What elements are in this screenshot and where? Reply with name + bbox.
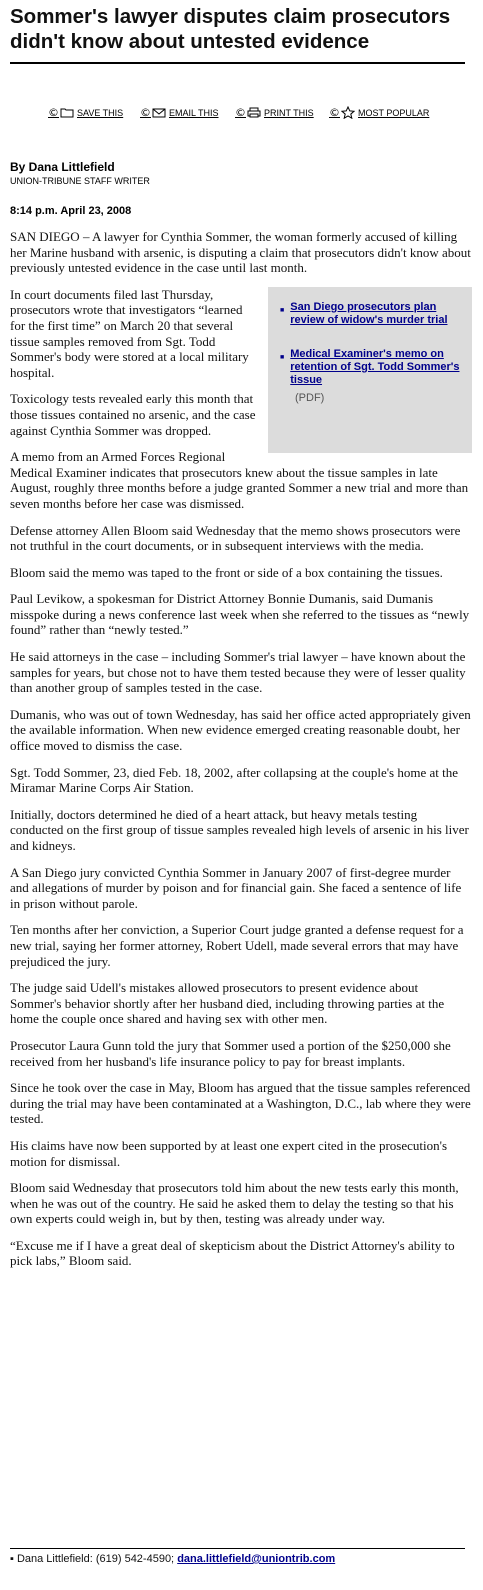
print-this-link[interactable] [235, 106, 314, 119]
paragraph: Initially, doctors determined he died of a heart attack, but heavy metals testing conducted on the first group of tissue samples revealed high levels of arsenic in his liver and kidneys. [10, 806, 469, 853]
headline-rule [10, 62, 465, 64]
paragraph: Sgt. Todd Sommer, 23, died Feb. 18, 2002, after collapsing at the couple's home at the Miramar Marine Corps Air Station. [10, 764, 459, 796]
paragraph: In court documents filed last Thursday, prosecutors wrote that investigators “learned for the first time” on March 20 that several tissue samples removed from Sgt. Todd Sommer's body were stored at a local military hospital. [10, 286, 249, 380]
paragraph: Ten months after her conviction, a Superior Court judge granted a defense request for a new trial, saying her former attorney, Robert Udell, made several errors that may have prejudiced the jury. [10, 922, 464, 969]
most-popular-link[interactable] [329, 106, 429, 119]
email-this-link[interactable] [140, 106, 219, 119]
c-icon: © [329, 106, 340, 119]
paragraph: Prosecutor Laura Gunn told the jury that Sommer used a portion of the $250,000 she received from her husband's life insurance policy to pay for breast implants. [10, 1037, 451, 1069]
most-popular-label: MOST POPULAR [358, 107, 430, 118]
paragraph: Paul Levikow, a spokesman for District Attorney Bonnie Dumanis, said Dumanis misspoke during a news conference last week when she referred to the tissues as “newly found” rather than “newly tested.” [10, 591, 470, 638]
paragraph: Dumanis, who was out of town Wednesday, has said her office acted appropriately given the available information. When new evidence emerged creating reasonable doubt, her office moved to dismiss the case. [10, 706, 471, 754]
related-item [280, 301, 472, 327]
paragraph: A San Diego jury convicted Cynthia Sommer in January 2007 of first-degree murder and allegations of murder by poison and for financial gain. She faced a sentence of life in prison without parole. [10, 864, 462, 911]
related-link-review[interactable]: San Diego prosecutors plan review of widow's murder trial [290, 300, 448, 326]
contact-rule [10, 1548, 465, 1549]
printer-icon [247, 107, 261, 118]
article-tools [48, 106, 448, 122]
paragraph: Bloom said Wednesday that prosecutors told him about the new tests early this month, when he was out of the country. He said he asked them to delay the testing so that his own experts could weigh in, but by then, testing was already under way. [10, 1180, 459, 1227]
c-icon: © [48, 106, 59, 119]
paragraph: Since he took over the case in May, Bloom has argued that the tissue samples referenced during the trial may have been contaminated at a Washington, D.C., lab where they were tested. [10, 1080, 471, 1127]
paragraph: Defense attorney Allen Bloom said Wednesday that the memo shows prosecutors were not truthful in the court documents, or in subsequent interviews with the media. [10, 522, 461, 554]
timestamp: 8:14 p.m. April 23, 2008 [10, 205, 132, 217]
save-this-label: SAVE THIS [77, 107, 124, 118]
related-item [280, 348, 472, 407]
paragraph: Bloom said the memo was taped to the front or side of a box containing the tissues. [10, 564, 443, 580]
print-this-label: PRINT THIS [264, 107, 314, 118]
author-email-link[interactable]: dana.littlefield@uniontrib.com [177, 1553, 336, 1565]
star-icon [341, 106, 355, 119]
bullet-icon: ■ [280, 306, 285, 314]
paragraph: “Excuse me if I have a great deal of skepticism about the District Attorney's ability to pick labs,” Bloom said. [10, 1237, 455, 1269]
byline [10, 160, 150, 186]
paragraph: His claims have now been supported by at least one expert cited in the prosecution's motion for dismissal. [10, 1137, 447, 1169]
article-body [10, 229, 472, 1280]
folder-icon [60, 107, 74, 118]
article [10, 0, 475, 1565]
contact-text: ▪ Dana Littlefield: (619) 542-4590; [10, 1553, 175, 1565]
c-icon: © [140, 106, 151, 119]
envelope-icon [152, 107, 166, 118]
paragraph: SAN DIEGO – A lawyer for Cynthia Sommer, the woman formerly accused of killing her Marine husband with arsenic, is disputing a claim that prosecutors didn't know about previously untested evidence in the case until last month. [10, 229, 471, 276]
bullet-icon: ■ [280, 353, 285, 361]
email-this-label: EMAIL THIS [169, 107, 219, 118]
author-title: UNION-TRIBUNE STAFF WRITER [10, 176, 150, 186]
headline: Sommer's lawyer disputes claim prosecutors didn't know about untested evidence [10, 5, 451, 53]
related-link-memo[interactable]: Medical Examiner's memo on retention of Sgt. Todd Sommer's tissue [290, 347, 460, 386]
pdf-note: (PDF) [295, 391, 325, 404]
paragraph: He said attorneys in the case – including Sommer's trial lawyer – have known about the samples for years, but chose not to have them tested because they were of lesser quality than another group of samples tested in the case. [10, 649, 466, 696]
author-name: By Dana Littlefield [10, 160, 115, 174]
save-this-link[interactable] [48, 106, 123, 119]
paragraph: A memo from an Armed Forces Regional Medical Examiner indicates that prosecutors knew about the tissue samples in late August, roughly three months before a judge granted Sommer a new trial and more than seven months before her case was dismissed. [10, 449, 469, 511]
paragraph: Toxicology tests revealed early this month that those tissues contained no arsenic, and the case against Cynthia Sommer was dropped. [10, 391, 256, 438]
c-icon: © [235, 106, 246, 119]
contact-line [10, 1548, 475, 1565]
paragraph: The judge said Udell's mistakes allowed prosecutors to present evidence about Sommer's behavior shortly after her husband died, including throwing parties at the home the couple once shared and having sex with other men. [10, 980, 445, 1027]
related-links-box [268, 287, 472, 453]
